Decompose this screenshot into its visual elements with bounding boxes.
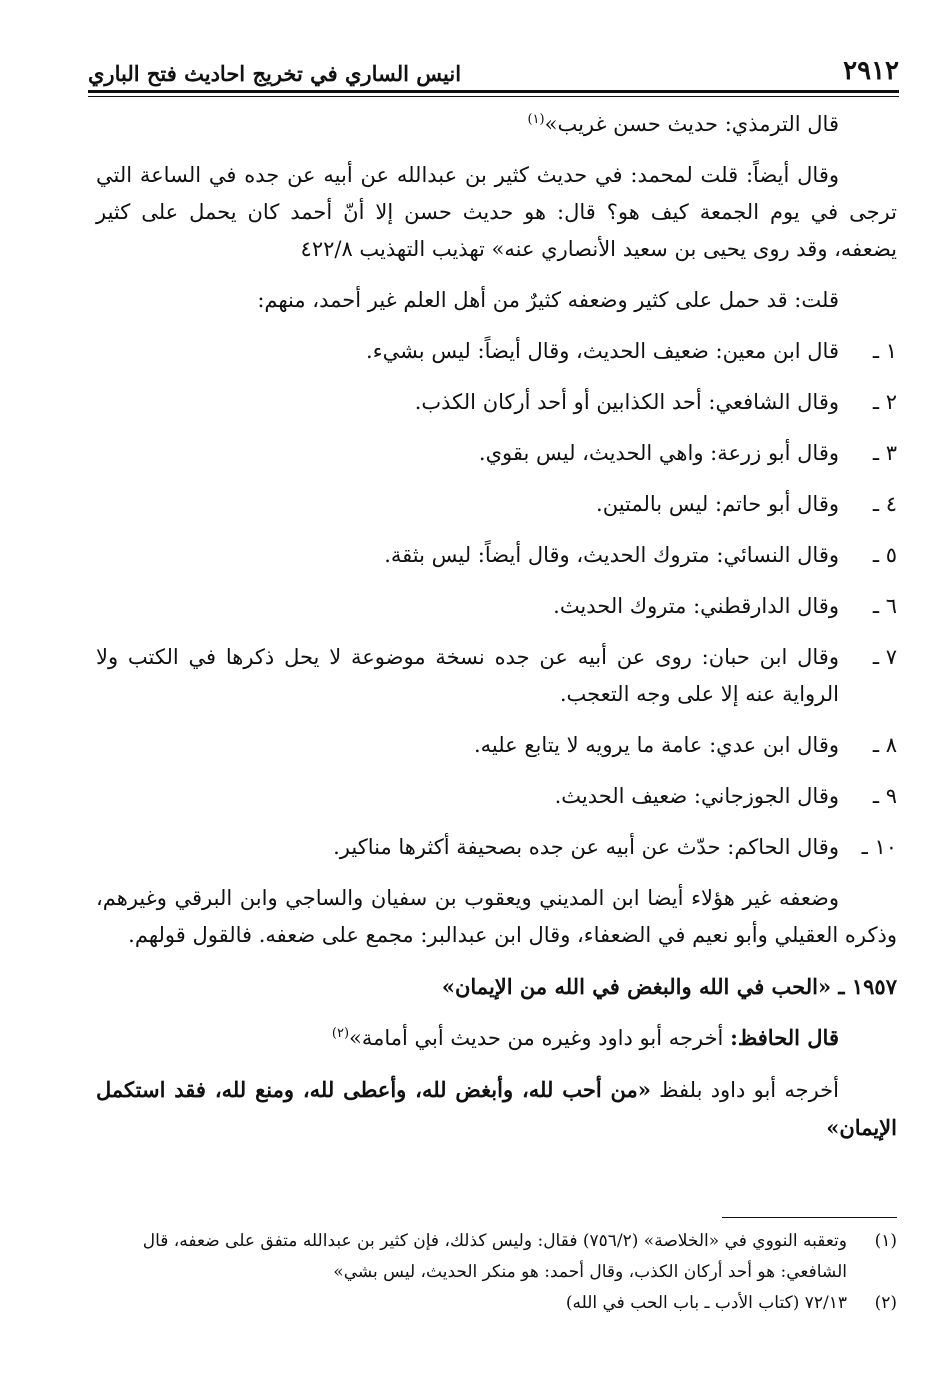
list-item: ٩ ـوقال الجوزجاني: ضعيف الحديث. <box>554 784 897 808</box>
running-title: انيس الساري في تخريج احاديث فتح الباري <box>88 61 462 86</box>
list-item: ٣ ـوقال أبو زرعة: واهي الحديث، ليس بقوي. <box>478 441 897 465</box>
paragraph-qultu: قلت: قد حمل على كثير وضعفه كثيرٌ من أهل العلم غير أحمد، منهم: <box>257 288 839 312</box>
footnotes <box>96 1226 897 1319</box>
footnote-ref-1: (١) <box>527 112 545 127</box>
list-item: ٤ ـوقال أبو حاتم: ليس بالمتين. <box>596 492 897 516</box>
footnote: (٢)٧٢/١٣ (كتاب الأدب ـ باب الحب في الله) <box>565 1293 897 1313</box>
critics-list <box>96 333 897 866</box>
paragraph-hafiz: قال الحافظ: أخرجه أبو داود وغيره من حديث أبي أمامة»$^{(٢)}$ <box>331 1025 839 1050</box>
footnote-ref-2: (٢) <box>331 1026 350 1041</box>
hadith-quote: «من أحب لله، وأبغض لله، وأعطى لله، ومنع لله، فقد استكمل الإيمان» <box>96 1077 897 1140</box>
page-number: ٢٩١٢ <box>843 56 899 86</box>
footnote: (١)وتعقبه النووي في «الخلاصة» (٧٥٦/٢) فقال: وليس كذلك، فإن كثير بن عبدالله متفق على ضعفه، قال الشافعي: هو أحد أركان الكذب، وقال أحمد: هو منكر الحديث، ليس بشي» <box>142 1231 897 1282</box>
hadith-heading: ١٩٥٧ ـ «الحب في الله والبغض في الله من الإيمان» <box>441 974 897 999</box>
paragraph-tirmidhi: قال الترمذي: حديث حسن غريب»$^{(١)}$ <box>527 112 839 136</box>
page-header <box>88 48 899 92</box>
footnote-separator <box>722 1217 897 1218</box>
list-item: ٥ ـوقال النسائي: متروك الحديث، وقال أيضاً: ليس بثقة. <box>384 543 897 567</box>
list-item: ٨ ـوقال ابن عدي: عامة ما يرويه لا يتابع عليه. <box>473 733 897 757</box>
hafiz-label: قال الحافظ: <box>730 1025 839 1050</box>
header-rule-thick <box>88 90 899 93</box>
list-item: ٢ ـوقال الشافعي: أحد الكذابين أو أحد أركان الكذب. <box>414 390 897 414</box>
main-text <box>96 106 897 1161</box>
list-item: ١٠ ـوقال الحاكم: حدّث عن أبيه عن جده بصحيفة أكثرها مناكير. <box>333 835 897 859</box>
header-rule-thin <box>88 96 899 97</box>
paragraph-others: وضعفه غير هؤلاء أيضا ابن المديني ويعقوب بن سفيان والساجي وابن البرقي وغيرهم، وذكره العقيلي وأبو نعيم في الضعفاء، وقال ابن عبدالبر: مجمع على ضعفه. فالقول قولهم. <box>96 886 897 947</box>
paragraph-abu-dawud: أخرجه أبو داود بلفظ «من أحب لله، وأبغض لله، وأعطى لله، ومنع لله، فقد استكمل الإيمان» <box>96 1077 897 1140</box>
list-item: ٧ ـوقال ابن حبان: روى عن أبيه عن جده نسخة موضوعة لا يحل ذكرها في الكتب ولا الرواية عنه إلا على وجه التعجب. <box>96 645 897 706</box>
list-item: ١ ـقال ابن معين: ضعيف الحديث، وقال أيضاً: ليس بشيء. <box>366 339 897 363</box>
paragraph-muhammad: وقال أيضاً: قلت لمحمد: في حديث كثير بن عبدالله عن أبيه عن جده في الساعة التي ترجى في يوم الجمعة كيف هو؟ قال: هو حديث حسن إلا أنّ أحمد كان يحمل على كثير يضعفه، وقد روى يحيى بن سعيد الأنصاري عنه» تهذيب التهذيب ٤٢٢/٨ <box>96 163 897 261</box>
list-item: ٦ ـوقال الدارقطني: متروك الحديث. <box>553 594 897 618</box>
